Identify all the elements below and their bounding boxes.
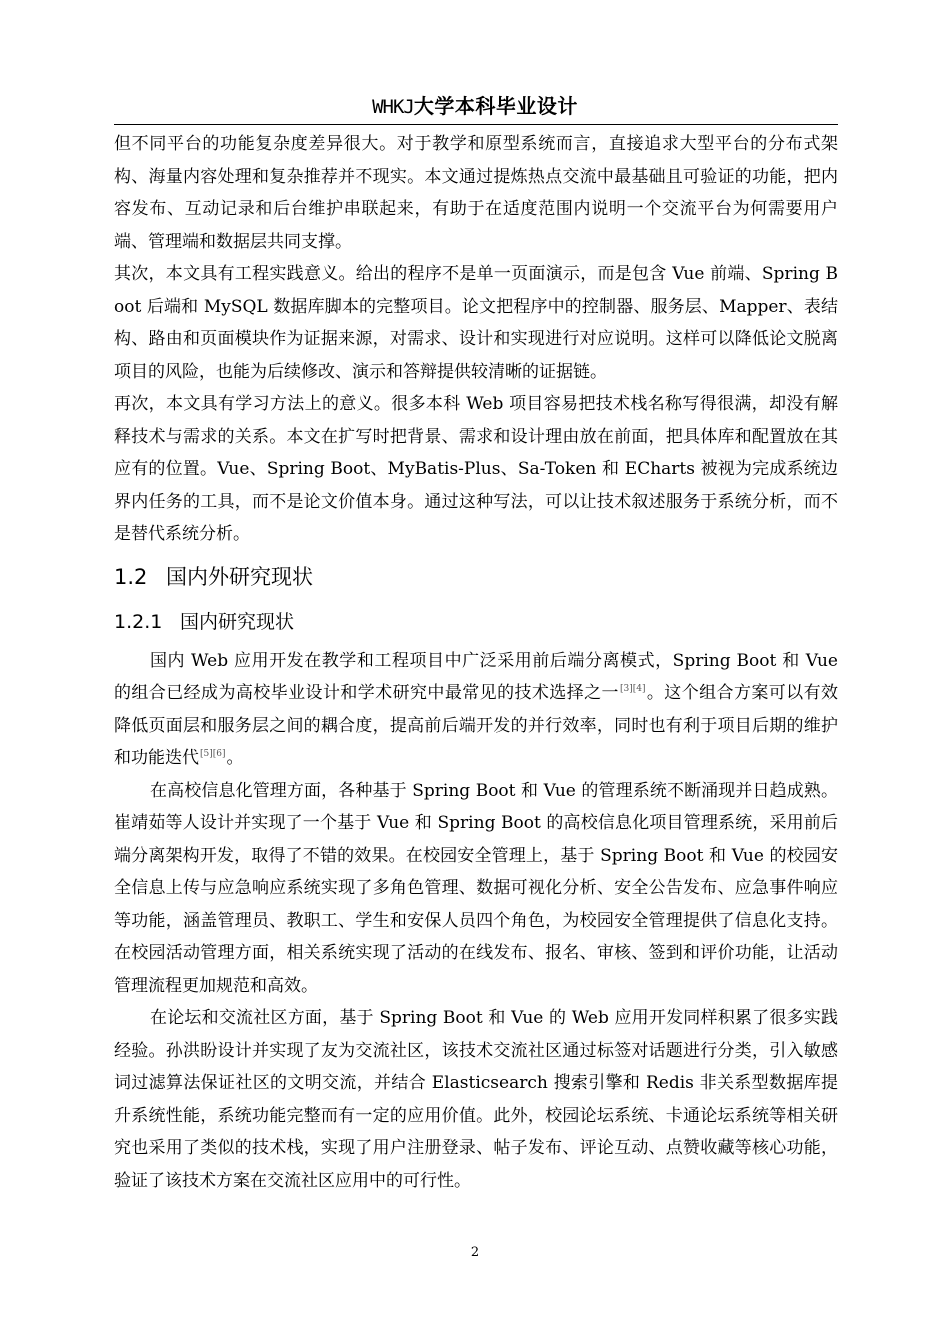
- body-paragraph-1-part2: 。这个组合方案可以有效降低页面层和服务层之间的耦合度，提高前后端开发的并行效率，同时也有利于项目后期的维护和功能迭代: [114, 683, 839, 768]
- body-paragraph-2: 在高校信息化管理方面，各种基于 Spring Boot 和 Vue 的管理系统不断涌现并日趋成熟。崔靖茹等人设计并实现了一个基于 Vue 和 Spring Boot 的高校信息化项目管理系统，采用前后端分离架构开发，取得了不错的效果。在校园安全管理上，基于 Spring Boot 和 Vue 的校园安全信息上传与应急响应系统实现了多角色管理、数据可视化分析、安全公告发布、应急事件响应等功能，涵盖管理员、教职工、学生和安保人员四个角色，为校园安全管理提供了信息化支持。在校园活动管理方面，相关系统实现了活动的在线发布、报名、审核、签到和评价功能，让活动管理流程更加规范和高效。: [114, 780, 838, 996]
- intro-paragraph-1: 但不同平台的功能复杂度差异很大。对于教学和原型系统而言，直接追求大型平台的分布式架构、海量内容处理和复杂推荐并不现实。本文通过提炼热点交流中最基础且可验证的功能，把内容发布、互动记录和后台维护串联起来，有助于在适度范围内说明一个交流平台为何需要用户端、管理端和数据层共同支撑。: [114, 134, 838, 252]
- page-content: [114, 128, 838, 1197]
- subsection-number: 1.2.1: [114, 610, 163, 633]
- body-paragraph-3: 在论坛和交流社区方面，基于 Spring Boot 和 Vue 的 Web 应用开发同样积累了很多实践经验。孙洪盼设计并实现了友为交流社区，该技术交流社区通过标签对话题进行分类，引入敏感词过滤算法保证社区的文明交流，并结合 Elasticsearch 搜索引擎和 Redis 非关系型数据库提升系统性能，系统功能完整而有一定的应用价值。此外，校园论坛系统、卡通论坛系统等相关研究也采用了类似的技术栈，实现了用户注册登录、帖子发布、评论互动、点赞收藏等核心功能，验证了该技术方案在交流社区应用中的可行性。: [114, 1008, 838, 1191]
- body-paragraph-1-part1: 国内 Web 应用开发在教学和工程项目中广泛采用前后端分离模式，Spring Boot 和 Vue 的组合已经成为高校毕业设计和学术研究中最常见的技术选择之一: [114, 650, 838, 703]
- page-number: 2: [470, 1245, 480, 1260]
- header-title: 大学本科毕业设计: [413, 94, 578, 118]
- body-paragraph-1: [114, 645, 838, 775]
- section-heading: [114, 561, 838, 593]
- header-org: WHKJ: [372, 96, 414, 118]
- subsection-heading: [114, 607, 838, 637]
- subsection-title: 国内研究现状: [180, 610, 295, 633]
- citation-3-4[interactable]: [3][4]: [619, 684, 646, 694]
- intro-paragraph-3: 再次，本文具有学习方法上的意义。很多本科 Web 项目容易把技术栈名称写得很满，却没有解释技术与需求的关系。本文在扩写时把背景、需求和设计理由放在前面，把具体库和配置放在其应有的位置。Vue、Spring Boot、MyBatis-Plus、Sa-Token 和 ECharts 被视为完成系统边界内任务的工具，而不是论文价值本身。通过这种写法，可以让技术叙述服务于系统分析，而不是替代系统分析。: [114, 394, 838, 544]
- section-title: 国内外研究现状: [166, 564, 313, 589]
- body-paragraph-1-part3: 。: [226, 748, 244, 768]
- section-number: 1.2: [114, 564, 148, 589]
- citation-5-6[interactable]: [5][6]: [200, 749, 226, 759]
- page-header: [0, 92, 950, 121]
- intro-paragraph-2: 其次，本文具有工程实践意义。给出的程序不是单一页面演示，而是包含 Vue 前端、Spring Boot 后端和 MySQL 数据库脚本的完整项目。论文把程序中的控制器、服务层、Mapper、表结构、路由和页面模块作为证据来源，对需求、设计和实现进行对应说明。这样可以降低论文脱离项目的风险，也能为后续修改、演示和答辩提供较清晰的证据链。: [114, 264, 838, 382]
- header-divider: [114, 124, 838, 125]
